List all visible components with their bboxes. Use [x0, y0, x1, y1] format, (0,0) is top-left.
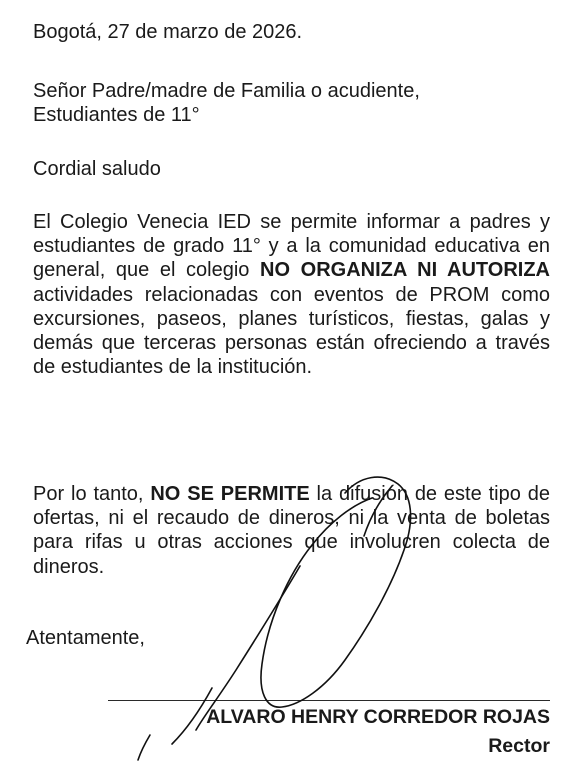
- paragraph-text: Por lo tanto,: [33, 483, 151, 505]
- body-paragraph-prohibition: [33, 482, 550, 579]
- body-paragraph-announcement: [33, 210, 550, 379]
- paragraph-text: El Colegio Venecia IED se permite informar a padres y estudiantes de grado 11° y a la comunidad educativa en general, que el colegio: [33, 211, 550, 282]
- signer-title: Rector: [488, 735, 550, 757]
- emphasis-text: NO ORGANIZA NI AUTORIZA: [260, 259, 550, 282]
- paragraph-text: la difusión de este tipo de ofertas, ni el recaudo de dineros, ni la venta de boletas para rifas u otras acciones que involucren colecta de dineros.: [33, 483, 550, 578]
- closing: Atentamente,: [26, 627, 145, 649]
- addressee-block: [33, 79, 420, 127]
- addressee-line: Señor Padre/madre de Familia o acudiente,: [33, 80, 420, 102]
- paragraph-text: actividades relacionadas con eventos de PROM como excursiones, paseos, planes turísticos, fiestas, galas y demás que terceras personas están ofreciendo a través de estudiantes de la institución.: [33, 283, 550, 379]
- greeting: Cordial saludo: [33, 158, 161, 180]
- signer-name: ALVARO HENRY CORREDOR ROJAS: [206, 706, 550, 728]
- signature-line: [108, 700, 550, 701]
- letter-date: Bogotá, 27 de marzo de 2026.: [33, 21, 303, 43]
- addressee-line: Estudiantes de 11°: [33, 104, 200, 126]
- emphasis-text: NO SE PERMITE: [150, 483, 310, 505]
